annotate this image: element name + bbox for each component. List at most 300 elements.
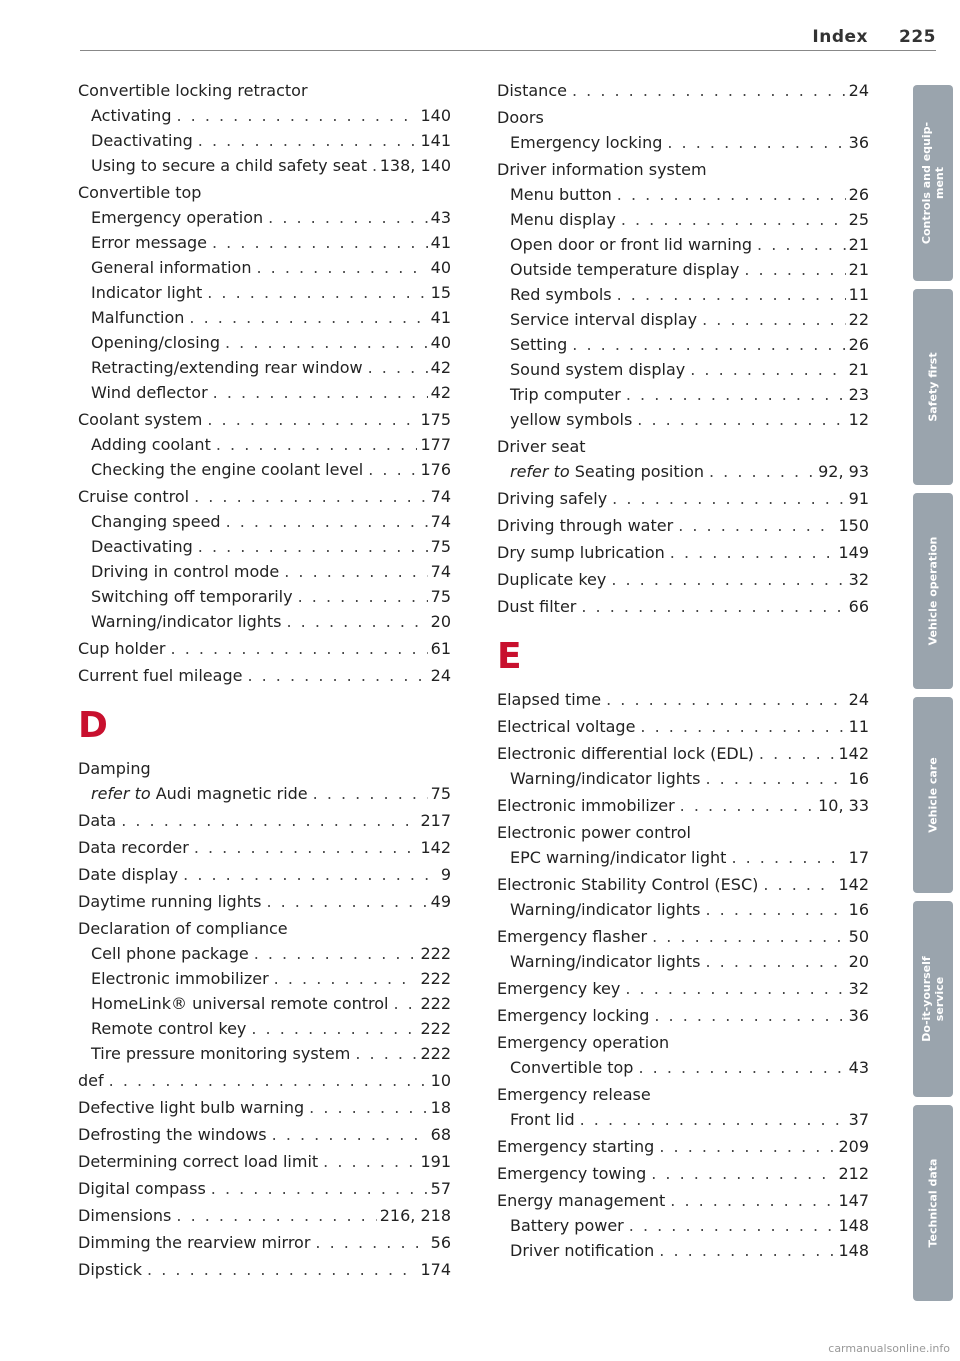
page-reference: 24 <box>848 81 869 100</box>
entry-label <box>78 1095 304 1120</box>
entry-label <box>78 835 189 860</box>
dot-leader <box>705 766 845 791</box>
page-reference: 222 <box>420 969 451 988</box>
page-reference: 56 <box>430 1233 451 1252</box>
page-reference: 12 <box>848 410 869 429</box>
entry-text: yellow symbols <box>510 410 633 429</box>
index-subentry <box>497 332 869 357</box>
dot-leader <box>612 486 845 511</box>
index-entry: Driver information system <box>497 160 707 179</box>
index-entry <box>497 486 869 511</box>
page-reference: 91 <box>848 489 869 508</box>
chapter-tab-label: Vehicle operation <box>926 536 940 646</box>
entry-text: Elapsed time <box>497 690 602 709</box>
dot-leader <box>625 976 845 1001</box>
entry-label <box>510 1055 633 1080</box>
entry-label <box>91 584 293 609</box>
index-subentry <box>78 534 451 559</box>
index-entry <box>78 862 451 887</box>
chapter-tab-label: Controls and equip- ment <box>920 121 946 245</box>
entry-text: Digital compass <box>78 1179 206 1198</box>
page-reference: 222 <box>420 1044 451 1063</box>
entry-text: Defrosting the windows <box>78 1125 267 1144</box>
dot-leader <box>247 663 427 688</box>
dot-leader <box>680 793 815 818</box>
entry-label <box>510 382 621 407</box>
dot-leader <box>667 130 845 155</box>
index-entry <box>497 741 869 766</box>
dot-leader <box>109 1068 428 1093</box>
entry-text: Warning/indicator lights <box>510 952 701 971</box>
dot-leader <box>652 924 846 949</box>
dot-leader <box>678 513 835 538</box>
page-reference: 92, 93 <box>818 462 869 481</box>
index-entry <box>497 872 869 897</box>
page-reference: 25 <box>848 210 869 229</box>
dot-leader <box>225 330 428 355</box>
entry-text: Energy management <box>497 1191 666 1210</box>
entry-label <box>510 1107 575 1132</box>
page-reference: 176 <box>420 460 451 479</box>
header-rule <box>80 50 936 51</box>
entry-text: Checking the engine coolant level <box>91 460 364 479</box>
entry-text: Dimensions <box>78 1206 172 1225</box>
page-reference: 50 <box>848 927 869 946</box>
dot-leader <box>651 1161 835 1186</box>
entry-text: Driving safely <box>497 489 608 508</box>
entry-label <box>510 845 726 870</box>
entry-label <box>510 766 700 791</box>
chapter-tab-label: Do-it-yourself service <box>920 956 946 1042</box>
index-entry <box>78 835 451 860</box>
dot-leader <box>274 966 418 991</box>
index-subentry <box>78 457 451 482</box>
entry-text: Current fuel mileage <box>78 666 243 685</box>
page-reference: 42 <box>430 358 451 377</box>
index-subentry <box>497 282 869 307</box>
entry-label <box>91 457 363 482</box>
dot-leader <box>617 182 846 207</box>
index-subentry <box>78 205 451 230</box>
dot-leader <box>254 941 418 966</box>
entry-label <box>497 1188 665 1213</box>
page-reference: 66 <box>848 597 869 616</box>
entry-text: Cup holder <box>78 639 166 658</box>
page-reference: 147 <box>838 1191 869 1210</box>
entry-label <box>510 897 700 922</box>
chapter-tab[interactable] <box>913 697 953 893</box>
page-reference: 217 <box>420 811 451 830</box>
dot-leader <box>637 407 845 432</box>
section-letter: D <box>78 705 108 746</box>
entry-text: HomeLink® universal remote control <box>91 994 389 1013</box>
entry-text: Audi magnetic ride <box>155 784 308 803</box>
footer-watermark: carmanualsonline.info <box>828 1342 950 1355</box>
dot-leader <box>763 872 835 897</box>
page-reference: 61 <box>430 639 451 658</box>
page-reference: 149 <box>838 543 869 562</box>
entry-label <box>78 636 166 661</box>
page-reference: 142 <box>838 744 869 763</box>
dot-leader <box>272 1122 428 1147</box>
entry-label <box>91 330 220 355</box>
dot-leader <box>121 808 417 833</box>
dot-leader <box>355 1041 417 1066</box>
entry-text: Battery power <box>510 1216 624 1235</box>
index-entry <box>497 1188 869 1213</box>
index-subentry <box>78 432 451 457</box>
page-reference: 20 <box>848 952 869 971</box>
entry-label <box>497 976 620 1001</box>
entry-label <box>510 307 697 332</box>
entry-text: Outside temperature display <box>510 260 740 279</box>
page-reference: 141 <box>420 131 451 150</box>
index-entry <box>78 1257 451 1282</box>
index-entry <box>78 1122 451 1147</box>
page-reference: 15 <box>430 283 451 302</box>
dot-leader <box>659 1238 835 1263</box>
entry-text: def <box>78 1071 104 1090</box>
index-subentry <box>78 584 451 609</box>
entry-text: Duplicate key <box>497 570 607 589</box>
page-reference: 26 <box>848 335 869 354</box>
index-entry: Convertible top <box>78 183 202 202</box>
entry-label <box>91 432 211 457</box>
chapter-tab[interactable] <box>913 289 953 485</box>
page-reference: 75 <box>430 784 451 803</box>
page-reference: 49 <box>430 892 451 911</box>
entry-text: Error message <box>91 233 207 252</box>
page-reference: 32 <box>848 979 869 998</box>
page-reference: 222 <box>420 944 451 963</box>
entry-text: Electrical voltage <box>497 717 636 736</box>
dot-leader <box>759 741 836 766</box>
index-subentry <box>78 1041 451 1066</box>
entry-text: Tire pressure monitoring system <box>91 1044 351 1063</box>
entry-text: Changing speed <box>91 512 221 531</box>
page-reference: 24 <box>430 666 451 685</box>
entry-label <box>91 1041 350 1066</box>
page-reference: 41 <box>430 308 451 327</box>
index-subentry <box>78 1016 451 1041</box>
index-entry <box>497 1003 869 1028</box>
chapter-tab[interactable] <box>913 493 953 689</box>
index-subentry <box>497 207 869 232</box>
entry-label <box>497 78 567 103</box>
page-title: Index <box>812 27 868 47</box>
index-entry: Declaration of compliance <box>78 919 288 938</box>
entry-text: Using to secure a child safety seat <box>91 156 367 175</box>
index-entry <box>78 484 451 509</box>
dot-leader <box>670 1188 835 1213</box>
entry-label <box>91 380 208 405</box>
index-entry <box>497 1161 869 1186</box>
entry-text: Date display <box>78 865 179 884</box>
page-reference: 41 <box>430 233 451 252</box>
dot-leader <box>198 128 418 153</box>
dot-leader <box>286 609 427 634</box>
page-reference: 40 <box>430 258 451 277</box>
entry-label <box>78 1257 142 1282</box>
entry-label <box>91 255 251 280</box>
entry-label <box>497 714 635 739</box>
page-reference: 24 <box>848 690 869 709</box>
entry-label <box>510 130 662 155</box>
index-entry <box>497 924 869 949</box>
entry-label <box>497 1003 649 1028</box>
index-subentry <box>78 380 451 405</box>
index-entry: Driver seat <box>497 437 586 456</box>
dot-leader <box>298 584 428 609</box>
dot-leader <box>213 380 428 405</box>
entry-text: Emergency towing <box>497 1164 647 1183</box>
entry-label <box>91 941 249 966</box>
dot-leader <box>638 1055 845 1080</box>
index-entry: Emergency release <box>497 1085 651 1104</box>
dot-leader <box>372 153 377 178</box>
entry-text: Convertible top <box>510 1058 634 1077</box>
index-subentry <box>78 153 451 178</box>
index-entry <box>497 567 869 592</box>
index-subentry <box>78 509 451 534</box>
page-reference: 11 <box>848 285 869 304</box>
entry-label <box>510 1213 624 1238</box>
page-reference: 174 <box>420 1260 451 1279</box>
page-reference: 23 <box>848 385 869 404</box>
dot-leader <box>654 1003 845 1028</box>
entry-label <box>78 484 189 509</box>
entry-label <box>497 1134 654 1159</box>
dot-leader <box>705 949 845 974</box>
entry-text: Cell phone package <box>91 944 249 963</box>
entry-label <box>91 305 184 330</box>
page-reference: 142 <box>838 875 869 894</box>
page-reference: 32 <box>848 570 869 589</box>
index-column-left <box>78 78 451 1282</box>
entry-text: Setting <box>510 335 568 354</box>
page-reference: 150 <box>838 516 869 535</box>
entry-text: Daytime running lights <box>78 892 262 911</box>
index-subentry <box>497 1213 869 1238</box>
dot-leader <box>572 78 846 103</box>
dot-leader <box>580 1107 846 1132</box>
dot-leader <box>256 255 427 280</box>
page-reference: 57 <box>430 1179 451 1198</box>
entry-text: Driving in control mode <box>91 562 280 581</box>
entry-label <box>91 280 202 305</box>
dot-leader <box>189 305 427 330</box>
dot-leader <box>251 1016 417 1041</box>
page-reference: 42 <box>430 383 451 402</box>
dot-leader <box>198 534 428 559</box>
index-subentry <box>78 305 451 330</box>
entry-label <box>510 949 700 974</box>
entry-label <box>91 230 207 255</box>
index-subentry <box>497 459 869 484</box>
entry-text: Adding coolant <box>91 435 211 454</box>
index-entry <box>78 407 451 432</box>
page-reference: 10, 33 <box>818 796 869 815</box>
page-reference: 142 <box>420 838 451 857</box>
dot-leader <box>194 835 418 860</box>
index-subentry <box>497 357 869 382</box>
page-reference: 148 <box>838 1216 869 1235</box>
dot-leader <box>690 357 845 382</box>
entry-text: Sound system display <box>510 360 686 379</box>
entry-label <box>78 862 178 887</box>
entry-text: Cruise control <box>78 487 190 506</box>
index-subentry <box>497 845 869 870</box>
dot-leader <box>626 382 846 407</box>
entry-label <box>91 609 281 634</box>
entry-label <box>497 513 673 538</box>
chapter-tab[interactable] <box>913 1105 953 1301</box>
index-subentry <box>497 1238 869 1263</box>
entry-text: Data <box>78 811 117 830</box>
entry-text: Switching off temporarily <box>91 587 293 606</box>
entry-text: Electronic differential lock (EDL) <box>497 744 754 763</box>
index-entry <box>497 540 869 565</box>
entry-label <box>510 182 612 207</box>
index-entry <box>78 1095 451 1120</box>
index-subentry <box>78 941 451 966</box>
entry-text: Open door or front lid warning <box>510 235 753 254</box>
dot-leader <box>744 257 845 282</box>
index-entry <box>497 78 869 103</box>
page-reference: 177 <box>420 435 451 454</box>
index-entry <box>78 1068 451 1093</box>
entry-label <box>91 559 279 584</box>
index-entry <box>78 636 451 661</box>
entry-text: Driver notification <box>510 1241 655 1260</box>
index-column-right <box>497 78 869 1263</box>
index-subentry <box>78 781 451 806</box>
entry-label <box>510 282 612 307</box>
chapter-tab[interactable] <box>913 85 953 281</box>
entry-text: General information <box>91 258 252 277</box>
entry-label <box>78 1203 171 1228</box>
page-reference: 191 <box>420 1152 451 1171</box>
page-reference: 17 <box>848 848 869 867</box>
index-subentry <box>78 280 451 305</box>
index-subentry <box>497 182 869 207</box>
page-reference: 43 <box>848 1058 869 1077</box>
entry-label <box>497 687 601 712</box>
index-entry: Damping <box>78 759 151 778</box>
entry-text: Opening/closing <box>91 333 220 352</box>
dot-leader <box>611 567 845 592</box>
dot-leader <box>368 355 428 380</box>
page-reference: 222 <box>420 1019 451 1038</box>
index-subentry <box>497 232 869 257</box>
entry-text: Dry sump lubrication <box>497 543 665 562</box>
dot-leader <box>315 1230 427 1255</box>
entry-label <box>497 924 647 949</box>
entry-text: Electronic immobilizer <box>497 796 675 815</box>
entry-label <box>497 594 576 619</box>
chapter-tab-label: Safety first <box>926 352 940 422</box>
entry-text: Electronic immobilizer <box>91 969 269 988</box>
index-subentry <box>497 130 869 155</box>
entry-label <box>497 741 754 766</box>
entry-label <box>78 1230 310 1255</box>
index-entry <box>497 687 869 712</box>
index-subentry <box>78 966 451 991</box>
entry-label <box>510 232 752 257</box>
entry-label <box>78 808 116 833</box>
page-reference: 209 <box>838 1137 869 1156</box>
entry-text: Retracting/extending rear window <box>91 358 363 377</box>
entry-label <box>78 889 261 914</box>
entry-label <box>510 332 567 357</box>
dot-leader <box>621 207 846 232</box>
page-reference: 16 <box>848 900 869 919</box>
cross-reference: refer to <box>510 462 570 481</box>
entry-label <box>78 663 242 688</box>
dot-leader <box>266 889 427 914</box>
index-entry <box>497 513 869 538</box>
index-subentry <box>78 128 451 153</box>
entry-text: Dust filter <box>497 597 577 616</box>
index-subentry <box>497 766 869 791</box>
entry-label <box>78 1068 104 1093</box>
index-subentry <box>497 407 869 432</box>
entry-text: Dimming the rearview mirror <box>78 1233 311 1252</box>
entry-text: Activating <box>91 106 172 125</box>
entry-label <box>91 153 367 178</box>
index-entry: Convertible locking retractor <box>78 81 308 100</box>
chapter-tab[interactable] <box>913 901 953 1097</box>
dot-leader <box>207 407 417 432</box>
dot-leader <box>702 307 846 332</box>
page-reference: 9 <box>440 865 451 884</box>
index-entry <box>78 1176 451 1201</box>
entry-text: EPC warning/indicator light <box>510 848 727 867</box>
index-entry <box>78 1149 451 1174</box>
entry-label <box>78 1122 267 1147</box>
entry-text: Service interval display <box>510 310 698 329</box>
dot-leader <box>659 1134 835 1159</box>
entry-label <box>510 207 616 232</box>
entry-label <box>91 781 308 806</box>
entry-text: Determining correct load limit <box>78 1152 319 1171</box>
index-entry <box>497 594 869 619</box>
page-number: 225 <box>899 27 936 47</box>
entry-text: Emergency locking <box>510 133 663 152</box>
chapter-tab-label: Technical data <box>926 1158 940 1248</box>
dot-leader <box>705 897 845 922</box>
entry-text: Data recorder <box>78 838 189 857</box>
page-reference: 16 <box>848 769 869 788</box>
index-subentry <box>497 257 869 282</box>
chapter-tab-label: Vehicle care <box>926 757 940 833</box>
page-reference: 216, 218 <box>379 1206 451 1225</box>
index-subentry <box>78 609 451 634</box>
dot-leader <box>212 230 428 255</box>
entry-label <box>91 991 389 1016</box>
page-reference: 21 <box>848 260 869 279</box>
dot-leader <box>284 559 427 584</box>
entry-text: Emergency locking <box>497 1006 650 1025</box>
page-reference: 222 <box>420 994 451 1013</box>
dot-leader <box>147 1257 417 1282</box>
entry-label <box>91 509 221 534</box>
page-reference: 21 <box>848 235 869 254</box>
entry-text: Warning/indicator lights <box>91 612 282 631</box>
dot-leader <box>268 205 427 230</box>
entry-label <box>91 1016 246 1041</box>
entry-label <box>91 128 193 153</box>
